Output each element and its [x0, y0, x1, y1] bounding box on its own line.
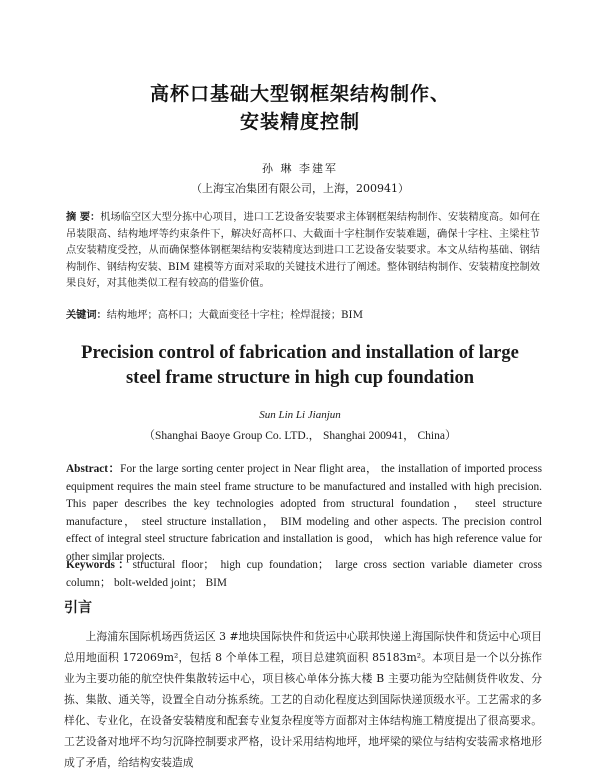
en-authors: Sun Lin Li Jianjun: [259, 409, 341, 421]
cn-affiliation: （上海宝冶集团有限公司，上海，200941）: [191, 182, 409, 195]
intro-paragraph: 上海浦东国际机场西货运区 3 #地块国际快件和货运中心联邦快递上海国际快件和货运中心项目总用地面积 172069m²，包括 8 个单体工程，项目总建筑面积 85183m²。本项目是一个以分拣作业为主要功能的航空快件集散转运中心，项目核心单体分拣大楼 B 主要功能为空陆侧货件收发、分拣、集散、通关等，设置全自动分拣系统。工艺的自动化程度达到国际快递顶级水平。工艺需求的多样化、专业化，在设备安装精度和配套专业复杂程度等方面都对主体结构施工精度提出了很高要求。工艺设备对地坪不均匀沉降控制要求严格，设计采用结构地坪，地坪梁的梁位与结构安装需求格地形成了矛盾，给结构安装造成: [64, 630, 542, 769]
en-abstract: [66, 461, 542, 566]
section-heading-intro: 引言: [64, 600, 92, 616]
en-title: [40, 341, 560, 391]
en-keywords-label: Keywords：: [66, 559, 133, 571]
en-keywords: [66, 557, 542, 592]
en-affiliation: （Shanghai Baoye Group Co. LTD.， Shanghai 200941， China）: [143, 430, 457, 442]
cn-keywords-text: 结构地坪；高杯口；大截面变径十字柱；栓焊混接；BIM: [106, 310, 364, 321]
en-title-line-2: steel frame structure in high cup foundation: [125, 368, 475, 388]
cn-title-line-2: 安装精度控制: [239, 111, 360, 133]
cn-keywords: [66, 308, 540, 324]
cn-title-line-1: 高杯口基础大型钢框架结构制作、: [149, 83, 450, 105]
cn-authors: 孙 琳 李建军: [262, 162, 338, 175]
en-abstract-text: For the large sorting center project in Near flight area， the installation of imported process equipment requires the main steel frame structure to be manufactured and installed with high precision. This paper describes the key technologies adopted from structural foundation， steel structure manufacture， steel structure installation， BIM modeling and other aspects. The precision control effect of integral steel structure fabrication and installation is good， which has high reference value for other similar projects.: [66, 463, 542, 563]
en-keywords-text: structural floor； high cup foundation； large cross section variable diameter cross column； bolt-welded joint； BIM: [66, 559, 542, 589]
en-abstract-label: Abstract：: [66, 463, 121, 475]
cn-abstract: [66, 210, 540, 293]
en-title-line-1: Precision control of fabrication and installation of large: [81, 343, 519, 363]
cn-keywords-label: 关键词：: [66, 310, 107, 321]
cn-abstract-label: 摘 要：: [66, 212, 101, 223]
cn-abstract-text: 机场临空区大型分拣中心项目，进口工艺设备安装要求主体钢框架结构制作、安装精度高。如何在吊装限高、结构地坪等约束条件下，解决好高杯口、大截面十字柱制作安装难题，确保十字柱、主梁柱节点安装精度受控，从而确保整体钢框架结构安装精度达到进口工艺设备安装要求。本文从结构基础、钢结构制作、钢结构安装、BIM 建模等方面对采取的关键技术进行了阐述。整体钢结构制作、安装精度控制效果良好，对其他类似工程有较高的借鉴价值。: [66, 212, 541, 289]
